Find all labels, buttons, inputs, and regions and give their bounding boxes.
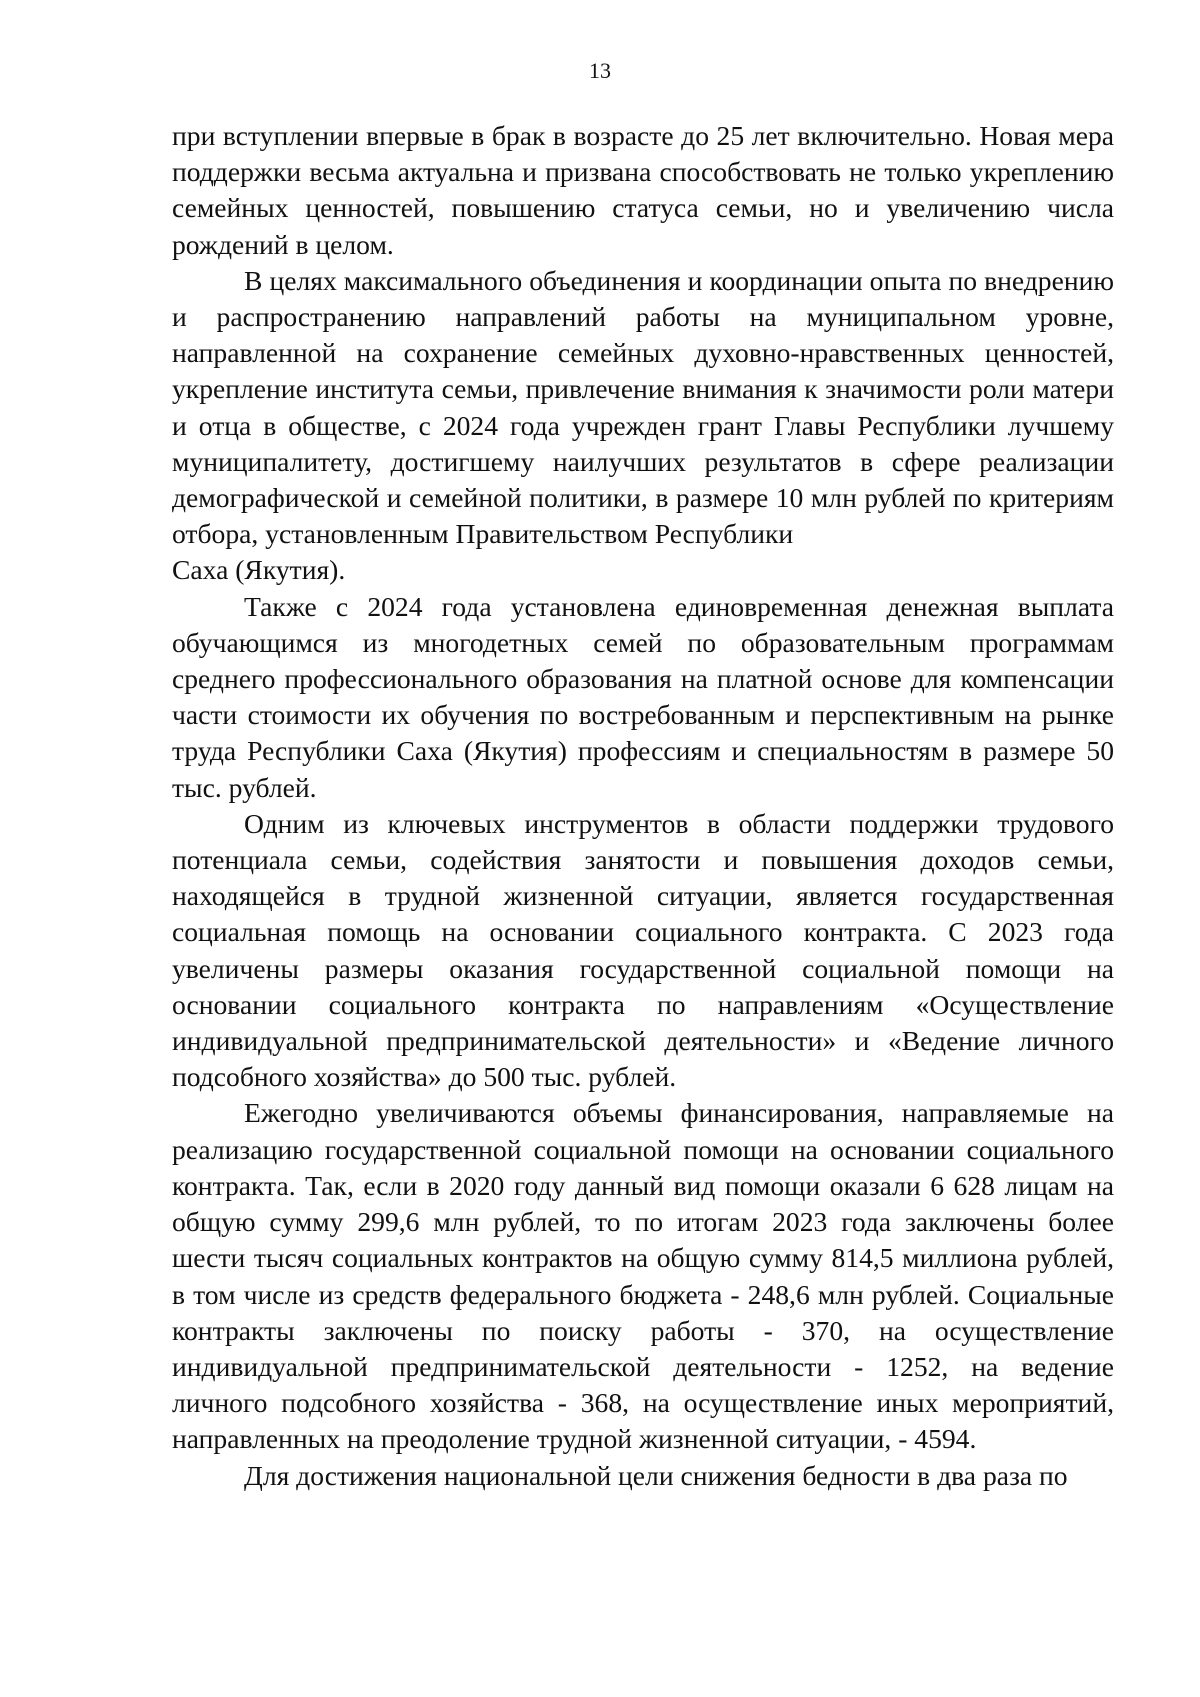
paragraph-republic-name: Саха (Якутия). [172,554,346,586]
document-body [172,118,1114,1494]
page-number: 13 [589,58,611,83]
paragraph-social-contract: Одним из ключевых инструментов в области поддержки трудового потенциала семьи, содействия занятости и повышения доходов семьи, находящейся в трудной жизненной ситуации, является государственная социальная помощь на основании социального контракта. С 2023 года увеличены размеры оказания государственной социальной помощи на основании социального контракта по направлениям «Осуществление индивидуальной предпринимательской деятельности» и «Ведение личного подсобного хозяйства» до 500 тыс. рублей. [172,807,1114,1093]
paragraph-poverty-goal: Для достижения национальной цели снижения бедности в два раза по [244,1459,1068,1491]
paragraph-student-payment: Также с 2024 года установлена единовременная денежная выплата обучающимся из многодетных семей по образовательным программам среднего профессионального образования на платной основе для компенсации части стоимости их обучения по востребованным и перспективным на рынке труда Республики Саха (Якутия) профессиям и специальностям в размере 50 тыс. рублей. [172,590,1114,803]
paragraph-financing-volumes: Ежегодно увеличиваются объемы финансирования, направляемые на реализацию государственной социальной помощи на основании социального контракта. Так, если в 2020 году данный вид помощи оказали 6 628 лицам на общую сумму 299,6 млн рублей, то по итогам 2023 года заключены более шести тысяч социальных контрактов на общую сумму 814,5 миллиона рублей, в том числе из средств федерального бюджета - 248,6 млн рублей. Социальные контракты заключены по поиску работы - 370, на осуществление индивидуальной предпринимательской деятельности - 1252, на ведение личного подсобного хозяйства - 368, на осуществление иных мероприятий, направленных на преодоление трудной жизненной ситуации, - 4594. [172,1097,1114,1455]
paragraph-municipal-grant-text: В целях максимального объединения и координации опыта по внедрению и распространению направлений работы на муниципальном уровне, направленной на сохранение семейных духовно-нравственных ценностей, укрепление института семьи, привлечение внимания к значимости роли матери и отца в обществе, с 2024 года учрежден грант Главы Республики лучшему муниципалитету, достигшему наилучших результатов в сфере реализации демографической и семейной политики, в размере 10 млн рублей по критериям отбора, установленным Правительством Республики [172,264,1114,550]
paragraph-marriage-support: при вступлении впервые в брак в возрасте до 25 лет включительно. Новая мера поддержки весьма актуальна и призвана способствовать не только укреплению семейных ценностей, повышению статуса семьи, но и увеличению числа рождений в целом. [172,120,1114,260]
paragraph-municipal-grant [172,263,1114,553]
